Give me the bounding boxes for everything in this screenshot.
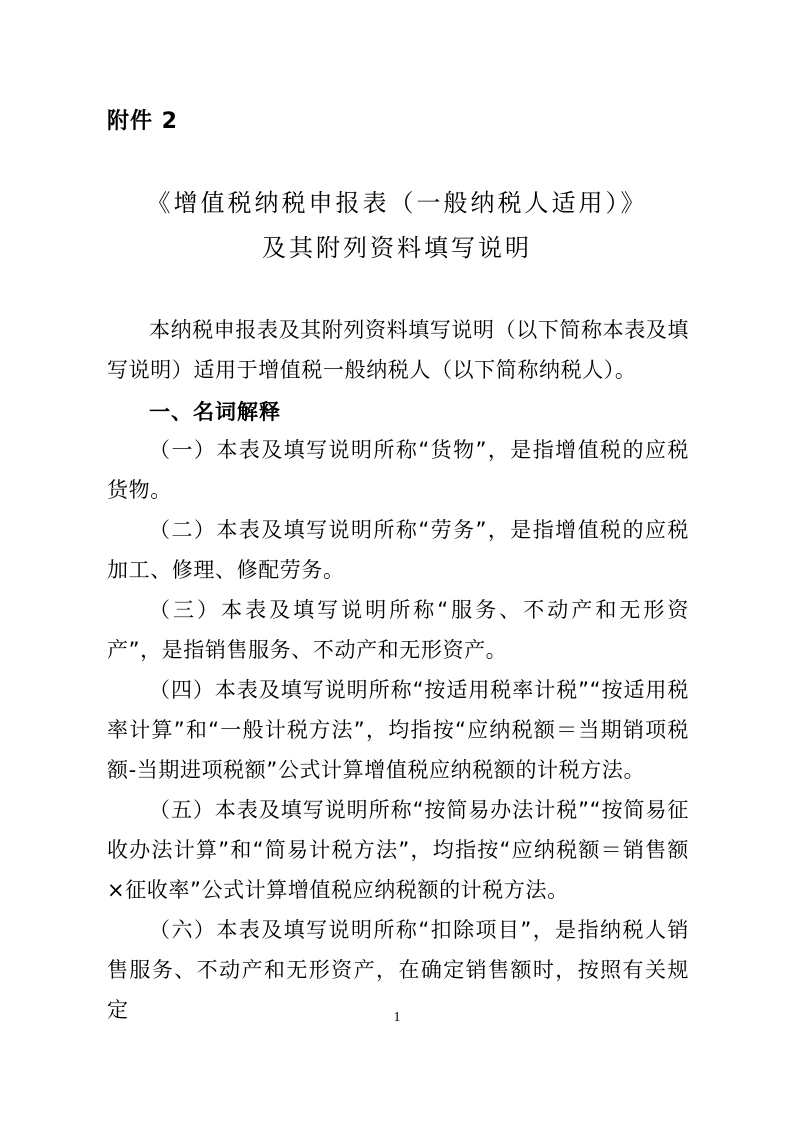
definition-item-6: （六）本表及填写说明所称“扣除项目”，是指纳税人销售服务、不动产和无形资产，在确定销售额时，按照有关规定 [107, 918, 689, 1022]
definition-item-5: （五）本表及填写说明所称“按简易办法计税”“按简易征收办法计算”和“简易计税方法”，均指按“应纳税额＝销售额×征收率”公式计算增值税应纳税额的计税方法。 [107, 798, 689, 902]
intro-paragraph: 本纳税申报表及其附列资料填写说明（以下简称本表及填写说明）适用于增值税一般纳税人（以下简称纳税人）。 [107, 318, 689, 382]
definition-item-4: （四）本表及填写说明所称“按适用税率计税”“按适用税率计算”和“一般计税方法”，均指按“应纳税额＝当期销项税额-当期进项税额”公式计算增值税应纳税额的计税方法。 [107, 678, 689, 782]
definition-item-1: （一）本表及填写说明所称“货物”，是指增值税的应税货物。 [107, 438, 689, 502]
document-title-line-1: 《增值税纳税申报表（一般纳税人适用）》 [146, 189, 648, 217]
definition-item-2: （二）本表及填写说明所称“劳务”，是指增值税的应税加工、修理、修配劳务。 [107, 518, 689, 582]
document-title-line-2: 及其附列资料填写说明 [262, 234, 532, 262]
page-number: 1 [393, 1010, 401, 1025]
definition-item-3: （三）本表及填写说明所称“服务、不动产和无形资产”，是指销售服务、不动产和无形资产。 [107, 598, 689, 662]
section-heading-definitions: 一、名词解释 [149, 400, 281, 424]
attachment-label: 附件 2 [107, 109, 178, 134]
